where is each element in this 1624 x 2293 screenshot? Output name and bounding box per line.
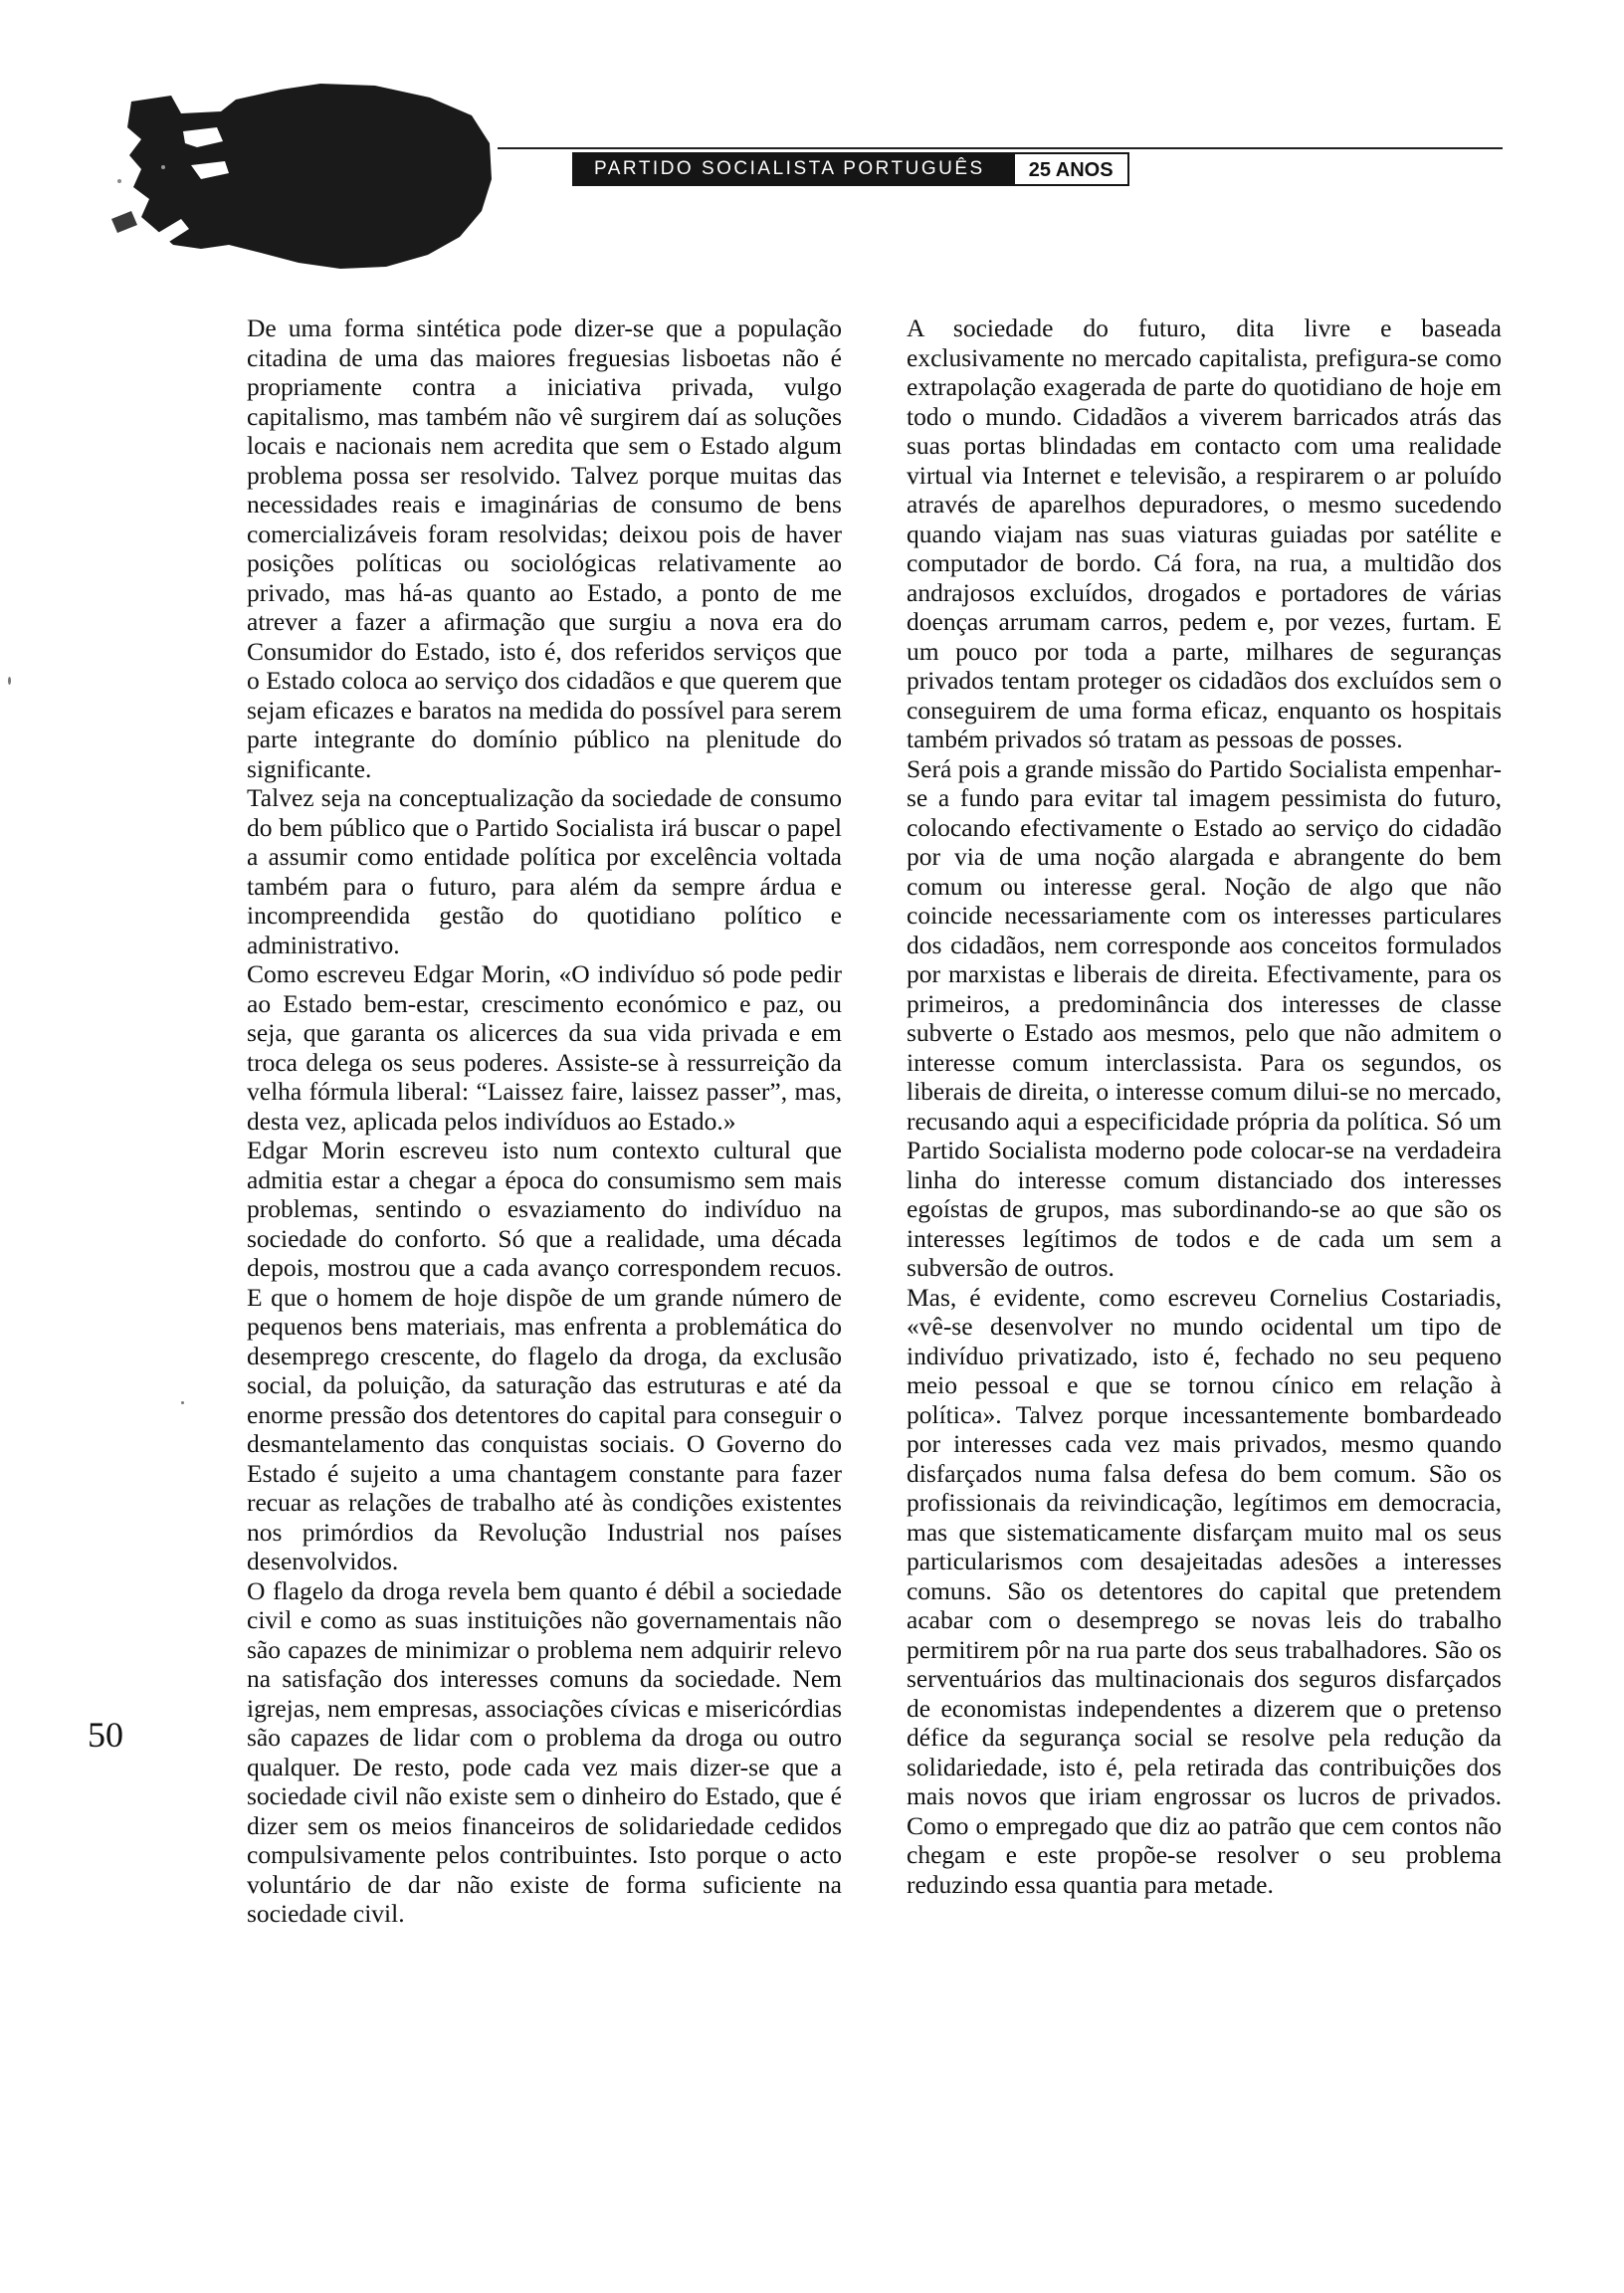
paragraph: Mas, é evidente, como escreveu Cornelius Costariadis, «vê-se desenvolver no mundo ocidental um tipo de indivíduo privatizado, isto é, fechado no seu pequeno meio pessoal e que se tornou cínico em relação à política». Talvez porque incessantemente bombardeado por interesses cada vez mais privados, mesmo quando disfarçados numa falsa defesa do bem comum. São os profissionais da reivindicação, legítimos em democracia, mas que sistematicamente disfarçam muito mal os seus particularismos com desajeitadas adesões a interesses comuns. São os detentores do capital que pretendem acabar com o desemprego se novas leis do trabalho permitirem pôr na rua parte dos seus trabalhadores. São os serventuários das multinacionais dos seguros disfarçados de economistas independentes a dizerem que o pretenso défice da segurança social se resolve pela redução da solidariedade, isto é, pela retirada das contribuições dos mais novos que iriam engrossar os lucros de privados. Como o empregado que diz ao patrão que cem contos não chegam e este propõe-se resolver o seu problema reduzindo essa quantia para metade.: [907, 1282, 1502, 1899]
paragraph: Talvez seja na conceptualização da sociedade de consumo do bem público que o Partido Socialista irá buscar o papel a assumir como entidade política por excelência voltada também para o futuro, para além da sempre árdua e incompreendida gestão do quotidiano político e administrativo.: [247, 783, 842, 959]
scan-speck: [181, 1401, 184, 1404]
paragraph: Será pois a grande missão do Partido Socialista empenhar-se a fundo para evitar tal imagem pessimista do futuro, colocando efectivamente o Estado ao serviço do cidadão por via de uma noção alargada e abrangente do bem comum ou interesse geral. Noção de algo que não coincide necessariamente com os interesses particulares dos cidadãos, nem corresponde aos conceitos formulados por marxistas e liberais de direita. Efectivamente, para os primeiros, a predominância dos interesses de classe subverte o Estado aos mesmos, pelo que não admitem o interesse comum interclassista. Para os segundos, os liberais de direita, o interesse comum dilui-se no mercado, recusando aqui a especificidade própria da política. Só um Partido Socialista moderno pode colocar-se na verdadeira linha do interesse comum distanciado dos interesses egoístas de grupos, mas subordinando-se ao que são os interesses legítimos de todos e de cada um sem a subversão de outros.: [907, 753, 1502, 1282]
paragraph: A sociedade do futuro, dita livre e baseada exclusivamente no mercado capitalista, prefigura-se como extrapolação exagerada de parte do quotidiano de hoje em todo o mundo. Cidadãos a viverem barricados atrás das suas portas blindadas em contacto com uma realidade virtual via Internet e televisão, a respirarem o ar poluído através de aparelhos depuradores, o mesmo sucedendo quando viajam nas suas viaturas guiadas por satélite e computador de bordo. Cá fora, na rua, a multidão dos andrajosos excluídos, drogados e portadores de várias doenças arrumam carros, pedem e, por vezes, furtam. E um pouco por toda a parte, milhares de seguranças privados tentam proteger os cidadãos dos excluídos sem o conseguirem de uma forma eficaz, enquanto os hospitais também privados só tratam as pessoas de posses.: [907, 313, 1502, 753]
article-column-right: [907, 313, 1502, 1899]
header-rule: [498, 147, 1503, 149]
page-number: 50: [88, 1715, 123, 1755]
paragraph: Como escreveu Edgar Morin, «O indivíduo só pode pedir ao Estado bem-estar, crescimento económico e paz, ou seja, que garanta os alicerces da sua vida privada e em troca delega os seus poderes. Assiste-se à ressurreição da velha fórmula liberal: “Laissez faire, laissez passer”, mas, desta vez, aplicada pelos indivíduos ao Estado.»: [247, 959, 842, 1136]
header-party-name: PARTIDO SOCIALISTA PORTUGUÊS: [572, 152, 1007, 186]
article-column-left: [247, 313, 842, 1929]
paragraph: De uma forma sintética pode dizer-se que a população citadina de uma das maiores freguesias lisboetas não é propriamente contra a iniciativa privada, vulgo capitalismo, mas também não vê surgirem daí as soluções locais e nacionais nem acredita que sem o Estado algum problema possa ser resolvido. Talvez porque muitas das necessidades reais e imaginárias de consumo de bens comercializáveis foram resolvidas; deixou pois de haver posições políticas ou sociológicas relativamente ao privado, mas há-as quanto ao Estado, a ponto de me atrever a fazer a afirmação que surgiu a nova era do Consumidor do Estado, isto é, dos referidos serviços que o Estado coloca ao serviço dos cidadãos e que querem que sejam eficazes e baratos na medida do possível para serem parte integrante do domínio público na plenitude do significante.: [247, 313, 842, 783]
running-header: [572, 152, 1129, 186]
paragraph: O flagelo da droga revela bem quanto é débil a sociedade civil e como as suas instituições não governamentais não são capazes de minimizar o problema nem adquirir relevo na satisfação dos interesses comuns da sociedade. Nem igrejas, nem empresas, associações cívicas e misericórdias são capazes de lidar com o problema da droga ou outro qualquer. De resto, pode cada vez mais dizer-se que a sociedade civil não existe sem o dinheiro do Estado, que é dizer sem os meios financeiros de solidariedade cedidos compulsivamente pelos contribuintes. Isto porque o acto voluntário de dar não existe de forma suficiente na sociedade civil.: [247, 1575, 842, 1928]
party-emblem-icon: [111, 70, 500, 269]
scan-speck: [8, 677, 11, 685]
paragraph: Edgar Morin escreveu isto num contexto cultural que admitia estar a chegar a época do consumismo sem mais problemas, sentindo o esvaziamento do indivíduo na sociedade do conforto. Só que a realidade, uma década depois, mostrou que a cada avanço correspondem recuos. E que o homem de hoje dispõe de um grande número de pequenos bens materiais, mas enfrenta a problemática do desemprego crescente, do flagelo da droga, da exclusão social, da poluição, da saturação das estruturas e até da enorme pressão dos detentores do capital para conseguir o desmantelamento das conquistas sociais. O Governo do Estado é sujeito a uma chantagem constante para fazer recuar as relações de trabalho até às condições existentes nos primórdios da Revolução Industrial nos países desenvolvidos.: [247, 1136, 842, 1575]
header-anniversary: 25 ANOS: [1007, 152, 1129, 186]
